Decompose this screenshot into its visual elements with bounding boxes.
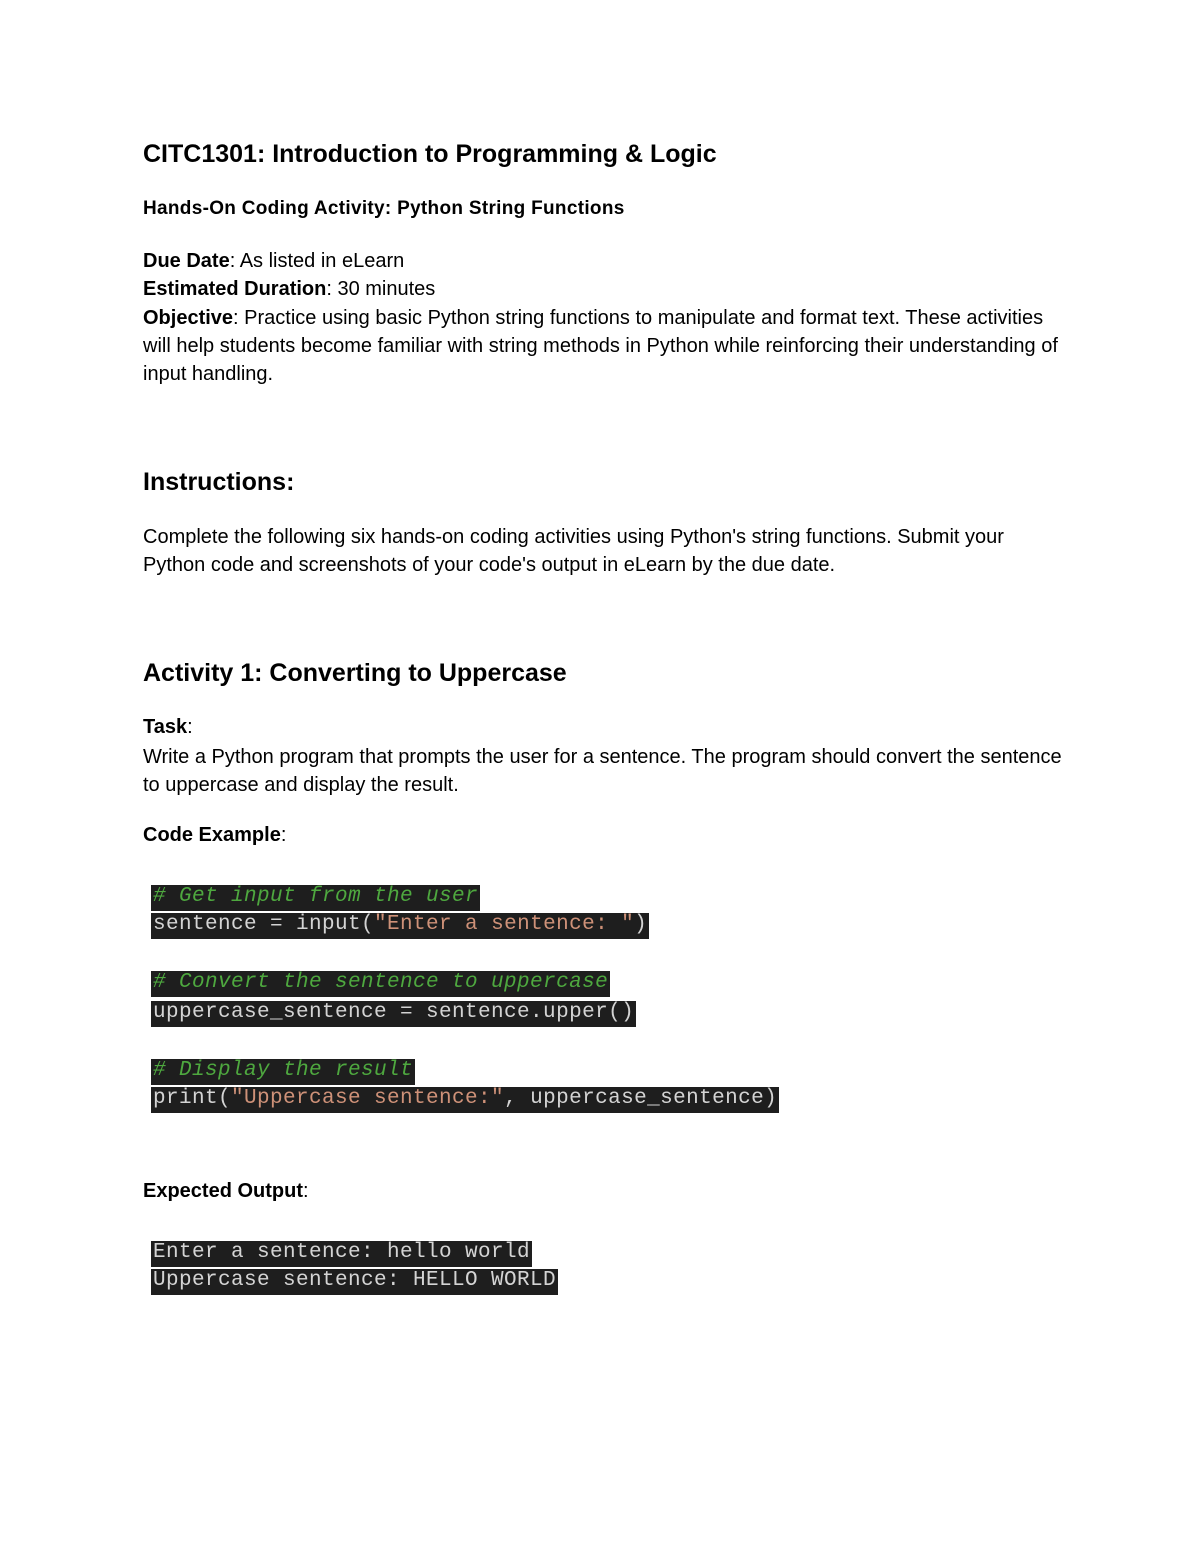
- code-comment-1: [151, 885, 480, 911]
- duration-line: [143, 278, 435, 301]
- code-string: "Enter a sentence: ": [374, 913, 635, 936]
- objective-value: : Practice using basic Python string functions to manipulate and format text. These activities will help students become familiar with string methods in Python while reinforcing their understanding of input handling.: [143, 307, 1058, 385]
- code-token: sentence = input(: [153, 913, 375, 936]
- code-comment-2: [151, 971, 610, 997]
- expected-output-label-line: [143, 1180, 309, 1203]
- comment-text: # Display the result: [153, 1059, 414, 1082]
- code-token: print(: [153, 1087, 232, 1110]
- instructions-heading: Instructions:: [143, 468, 295, 496]
- code-comment-3: [151, 1059, 415, 1085]
- due-date-value: : As listed in eLearn: [229, 250, 405, 272]
- course-title: CITC1301: Introduction to Programming & Logic: [143, 140, 717, 168]
- due-date-label: Due Date: [143, 250, 230, 272]
- duration-label: Estimated Duration: [143, 278, 327, 300]
- instructions-text: Complete the following six hands-on coding activities using Python's string functions. Submit your Python code and screenshots of your code's output in eLearn by the due date.: [143, 526, 1004, 576]
- task-label: Task: [143, 716, 188, 738]
- duration-value: : 30 minutes: [326, 278, 436, 300]
- objective-label: Objective: [143, 307, 234, 329]
- task-label-line: [143, 716, 193, 739]
- code-line-3: [151, 1087, 779, 1113]
- output-line-2: Uppercase sentence: HELLO WORLD: [151, 1269, 558, 1295]
- code-line-1: [151, 913, 649, 939]
- objective-paragraph: [143, 304, 1063, 388]
- output-line-1: Enter a sentence: hello world: [151, 1241, 532, 1267]
- code-example-label: Code Example: [143, 824, 281, 846]
- task-text: Write a Python program that prompts the user for a sentence. The program should convert the sentence to uppercase and display the result.: [143, 746, 1062, 796]
- code-example-label-line: [143, 824, 286, 847]
- code-token: uppercase_sentence = sentence.upper(): [153, 1001, 635, 1024]
- due-date-line: [143, 250, 404, 273]
- activity-title: Hands-On Coding Activity: Python String Functions: [143, 198, 625, 219]
- code-example-colon: :: [280, 824, 287, 846]
- code-token: ): [634, 913, 648, 936]
- code-token: , uppercase_sentence): [504, 1087, 778, 1110]
- comment-text: # Convert the sentence to uppercase: [153, 971, 609, 994]
- code-string: "Uppercase sentence:": [231, 1087, 505, 1110]
- task-colon: :: [187, 716, 193, 738]
- expected-output-colon: :: [303, 1180, 309, 1202]
- expected-output-label: Expected Output: [143, 1180, 304, 1202]
- comment-text: # Get input from the user: [153, 885, 479, 908]
- activity1-heading: Activity 1: Converting to Uppercase: [143, 659, 567, 687]
- code-line-2: [151, 1001, 636, 1027]
